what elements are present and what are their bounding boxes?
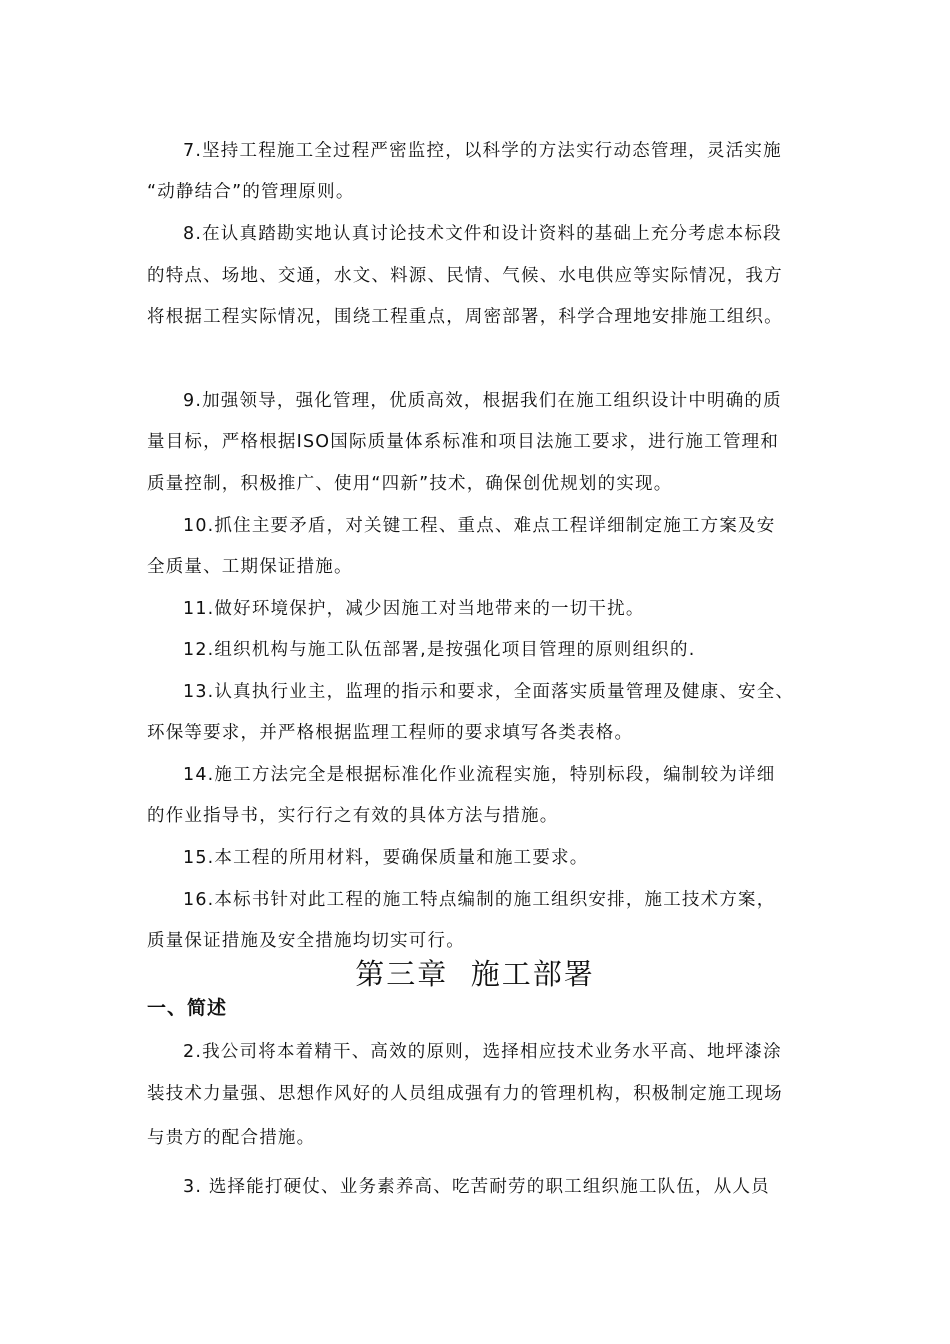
paragraph-10-line-1: 10.抓住主要矛盾，对关键工程、重点、难点工程详细制定施工方案及安 <box>183 516 776 536</box>
paragraph-8-line-2: 的特点、场地、交通，水文、料源、民情、气候、水电供应等实际情况，我方 <box>147 266 783 286</box>
paragraph-16-line-1: 16.本标书针对此工程的施工特点编制的施工组织安排，施工技术方案， <box>183 890 776 910</box>
paragraph-15-line-1: 15.本工程的所用材料，要确保质量和施工要求。 <box>183 848 589 868</box>
paragraph-9-line-1: 9.加强领导，强化管理，优质高效，根据我们在施工组织设计中明确的质 <box>183 391 782 411</box>
chapter-title: 第三章 施工部署 <box>355 957 595 991</box>
section-paragraph-2-line-3: 与贵方的配合措施。 <box>147 1128 316 1148</box>
section-title: 一、简述 <box>147 997 228 1019</box>
paragraph-14-line-1: 14.施工方法完全是根据标准化作业流程实施，特别标段，编制较为详细 <box>183 765 776 785</box>
paragraph-9-line-2: 量目标，严格根据ISO国际质量体系标准和项目法施工要求，进行施工管理和 <box>147 432 780 452</box>
paragraph-13-line-2: 环保等要求，并严格根据监理工程师的要求填写各类表格。 <box>147 723 634 743</box>
paragraph-7-line-2: “动静结合”的管理原则。 <box>147 182 355 202</box>
paragraph-8-line-1: 8.在认真踏勘实地认真讨论技术文件和设计资料的基础上充分考虑本标段 <box>183 224 782 244</box>
paragraph-10-line-2: 全质量、工期保证措施。 <box>147 557 353 577</box>
paragraph-9-line-3: 质量控制，积极推广、使用“四新”技术，确保创优规划的实现。 <box>147 474 673 494</box>
paragraph-13-line-1: 13.认真执行业主，监理的指示和要求，全面落实质量管理及健康、安全、 <box>183 682 795 702</box>
paragraph-16-line-2: 质量保证措施及安全措施均切实可行。 <box>147 931 465 951</box>
section-paragraph-3-line-1: 3. 选择能打硬仗、业务素养高、吃苦耐劳的职工组织施工队伍，从人员 <box>183 1177 770 1197</box>
section-paragraph-2-line-2: 装技术力量强、思想作风好的人员组成强有力的管理机构，积极制定施工现场 <box>147 1084 783 1104</box>
paragraph-14-line-2: 的作业指导书，实行行之有效的具体方法与措施。 <box>147 806 559 826</box>
section-paragraph-2-line-1: 2.我公司将本着精干、高效的原则，选择相应技术业务水平高、地坪漆涂 <box>183 1042 782 1062</box>
paragraph-7-line-1: 7.坚持工程施工全过程严密监控，以科学的方法实行动态管理，灵活实施 <box>183 141 782 161</box>
paragraph-11-line-1: 11.做好环境保护，减少因施工对当地带来的一切干扰。 <box>183 599 645 619</box>
paragraph-8-line-3: 将根据工程实际情况，围绕工程重点，周密部署，科学合理地安排施工组织。 <box>147 307 783 327</box>
paragraph-12-line-1: 12.组织机构与施工队伍部署,是按强化项目管理的原则组织的. <box>183 640 696 660</box>
